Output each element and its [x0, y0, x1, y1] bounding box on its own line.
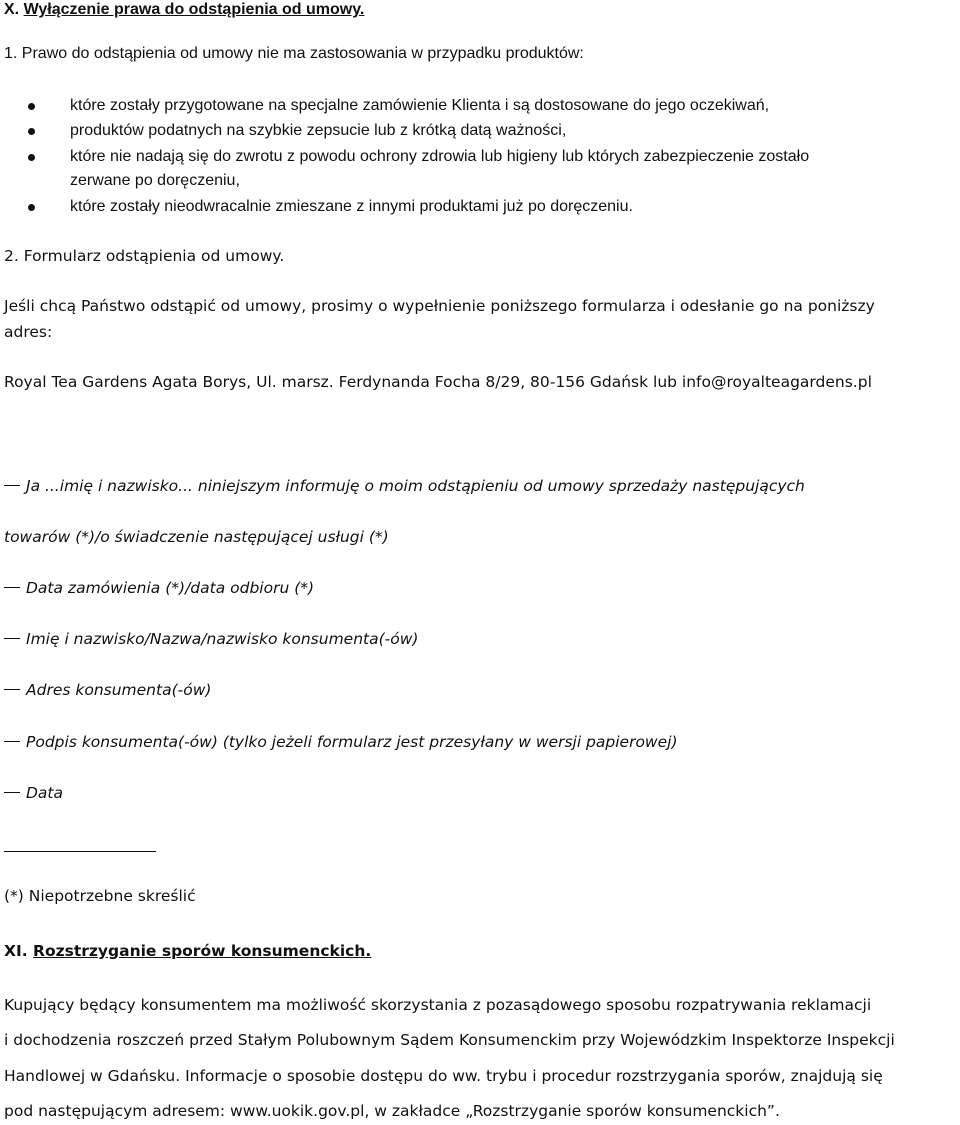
- intro-line-1: Jeśli chcą Państwo odstąpić od umowy, prosimy o wypełnienie poniższego formularza i odesłanie go na poniższy: [4, 297, 875, 315]
- form-line-date: [4, 783, 63, 803]
- point-2: 2. Formularz odstąpienia od umowy.: [4, 247, 285, 265]
- list-item: [28, 96, 948, 116]
- form-line-goods: towarów (*)/o świadczenie następującej usługi (*): [4, 528, 389, 546]
- list-item-text: które zostały nieodwracalnie zmieszane z innymi produktami już po doręczeniu.: [70, 198, 633, 215]
- dash-icon: [4, 741, 20, 743]
- section-11-paragraph-line: pod następującym adresem: www.uokik.gov.pl, w zakładce „Rozstrzyganie sporów konsumenckich”.: [4, 1102, 780, 1120]
- bullet-icon: [28, 128, 35, 135]
- bullet-icon: [28, 204, 35, 211]
- section-10-title: Wyłączenie prawa do odstąpienia od umowy.: [23, 1, 365, 18]
- form-line-text: Imię i nazwisko/Nazwa/nazwisko konsumenta(-ów): [26, 630, 419, 648]
- signature-line: [4, 851, 156, 852]
- form-line-name: [4, 476, 805, 496]
- form-line-text: Data: [26, 784, 64, 802]
- list-item-continuation: [28, 171, 948, 191]
- form-line-text: Adres konsumenta(-ów): [26, 681, 212, 699]
- section-10-number: X.: [4, 1, 24, 18]
- intro-line-2: adres:: [4, 323, 53, 341]
- bullet-icon: [28, 154, 35, 161]
- list-item: [28, 147, 948, 167]
- section-11-number: XI.: [4, 942, 34, 960]
- section-11-heading: [4, 941, 371, 961]
- form-line-text: Ja ...imię i nazwisko... niniejszym informuję o moim odstąpieniu od umowy sprzedaży następujących: [26, 477, 805, 495]
- list-item-text: które nie nadają się do zwrotu z powodu ochrony zdrowia lub higieny lub których zabezpieczenie zostało: [70, 148, 810, 165]
- section-11-paragraph-line: Kupujący będący konsumentem ma możliwość skorzystania z pozasądowego sposobu rozpatrywania reklamacji: [4, 996, 872, 1014]
- dash-icon: [4, 638, 20, 640]
- section-11-paragraph-line: Handlowej w Gdańsku. Informacje o sposobie dostępu do ww. trybu i procedur rozstrzygania sporów, znajdują się: [4, 1067, 883, 1085]
- dash-icon: [4, 587, 20, 589]
- dash-icon: [4, 792, 20, 794]
- list-item: [28, 121, 948, 141]
- section-11-title: Rozstrzyganie sporów konsumenckich.: [33, 942, 372, 960]
- list-item-text: zerwane po doręczeniu,: [70, 172, 240, 189]
- point-1: 1. Prawo do odstąpienia od umowy nie ma zastosowania w przypadku produktów:: [4, 45, 584, 62]
- section-11-paragraph-line: i dochodzenia roszczeń przed Stałym Polubownym Sądem Konsumenckim przy Wojewódzkim Inspektorze Inspekcji: [4, 1031, 895, 1049]
- list-item: [28, 197, 948, 217]
- form-line-consumer-name: [4, 629, 418, 649]
- list-item-text: produktów podatnych na szybkie zepsucie lub z krótką datą ważności,: [70, 122, 567, 139]
- footnote: (*) Niepotrzebne skreślić: [4, 887, 196, 905]
- form-line-text: Data zamówienia (*)/data odbioru (*): [26, 579, 315, 597]
- bullet-icon: [28, 103, 35, 110]
- form-line-signature: [4, 732, 678, 752]
- form-line-text: Podpis konsumenta(-ów) (tylko jeżeli formularz jest przesyłany w wersji papierowej): [26, 733, 678, 751]
- address: Royal Tea Gardens Agata Borys, Ul. marsz. Ferdynanda Focha 8/29, 80-156 Gdańsk lub info@royalteagardens.pl: [4, 373, 872, 391]
- form-line-order-date: [4, 578, 314, 598]
- dash-icon: [4, 485, 20, 487]
- dash-icon: [4, 689, 20, 691]
- list-item-text: które zostały przygotowane na specjalne zamówienie Klienta i są dostosowane do jego oczekiwań,: [70, 97, 770, 114]
- form-line-address: [4, 680, 211, 700]
- section-10-heading: [4, 0, 364, 20]
